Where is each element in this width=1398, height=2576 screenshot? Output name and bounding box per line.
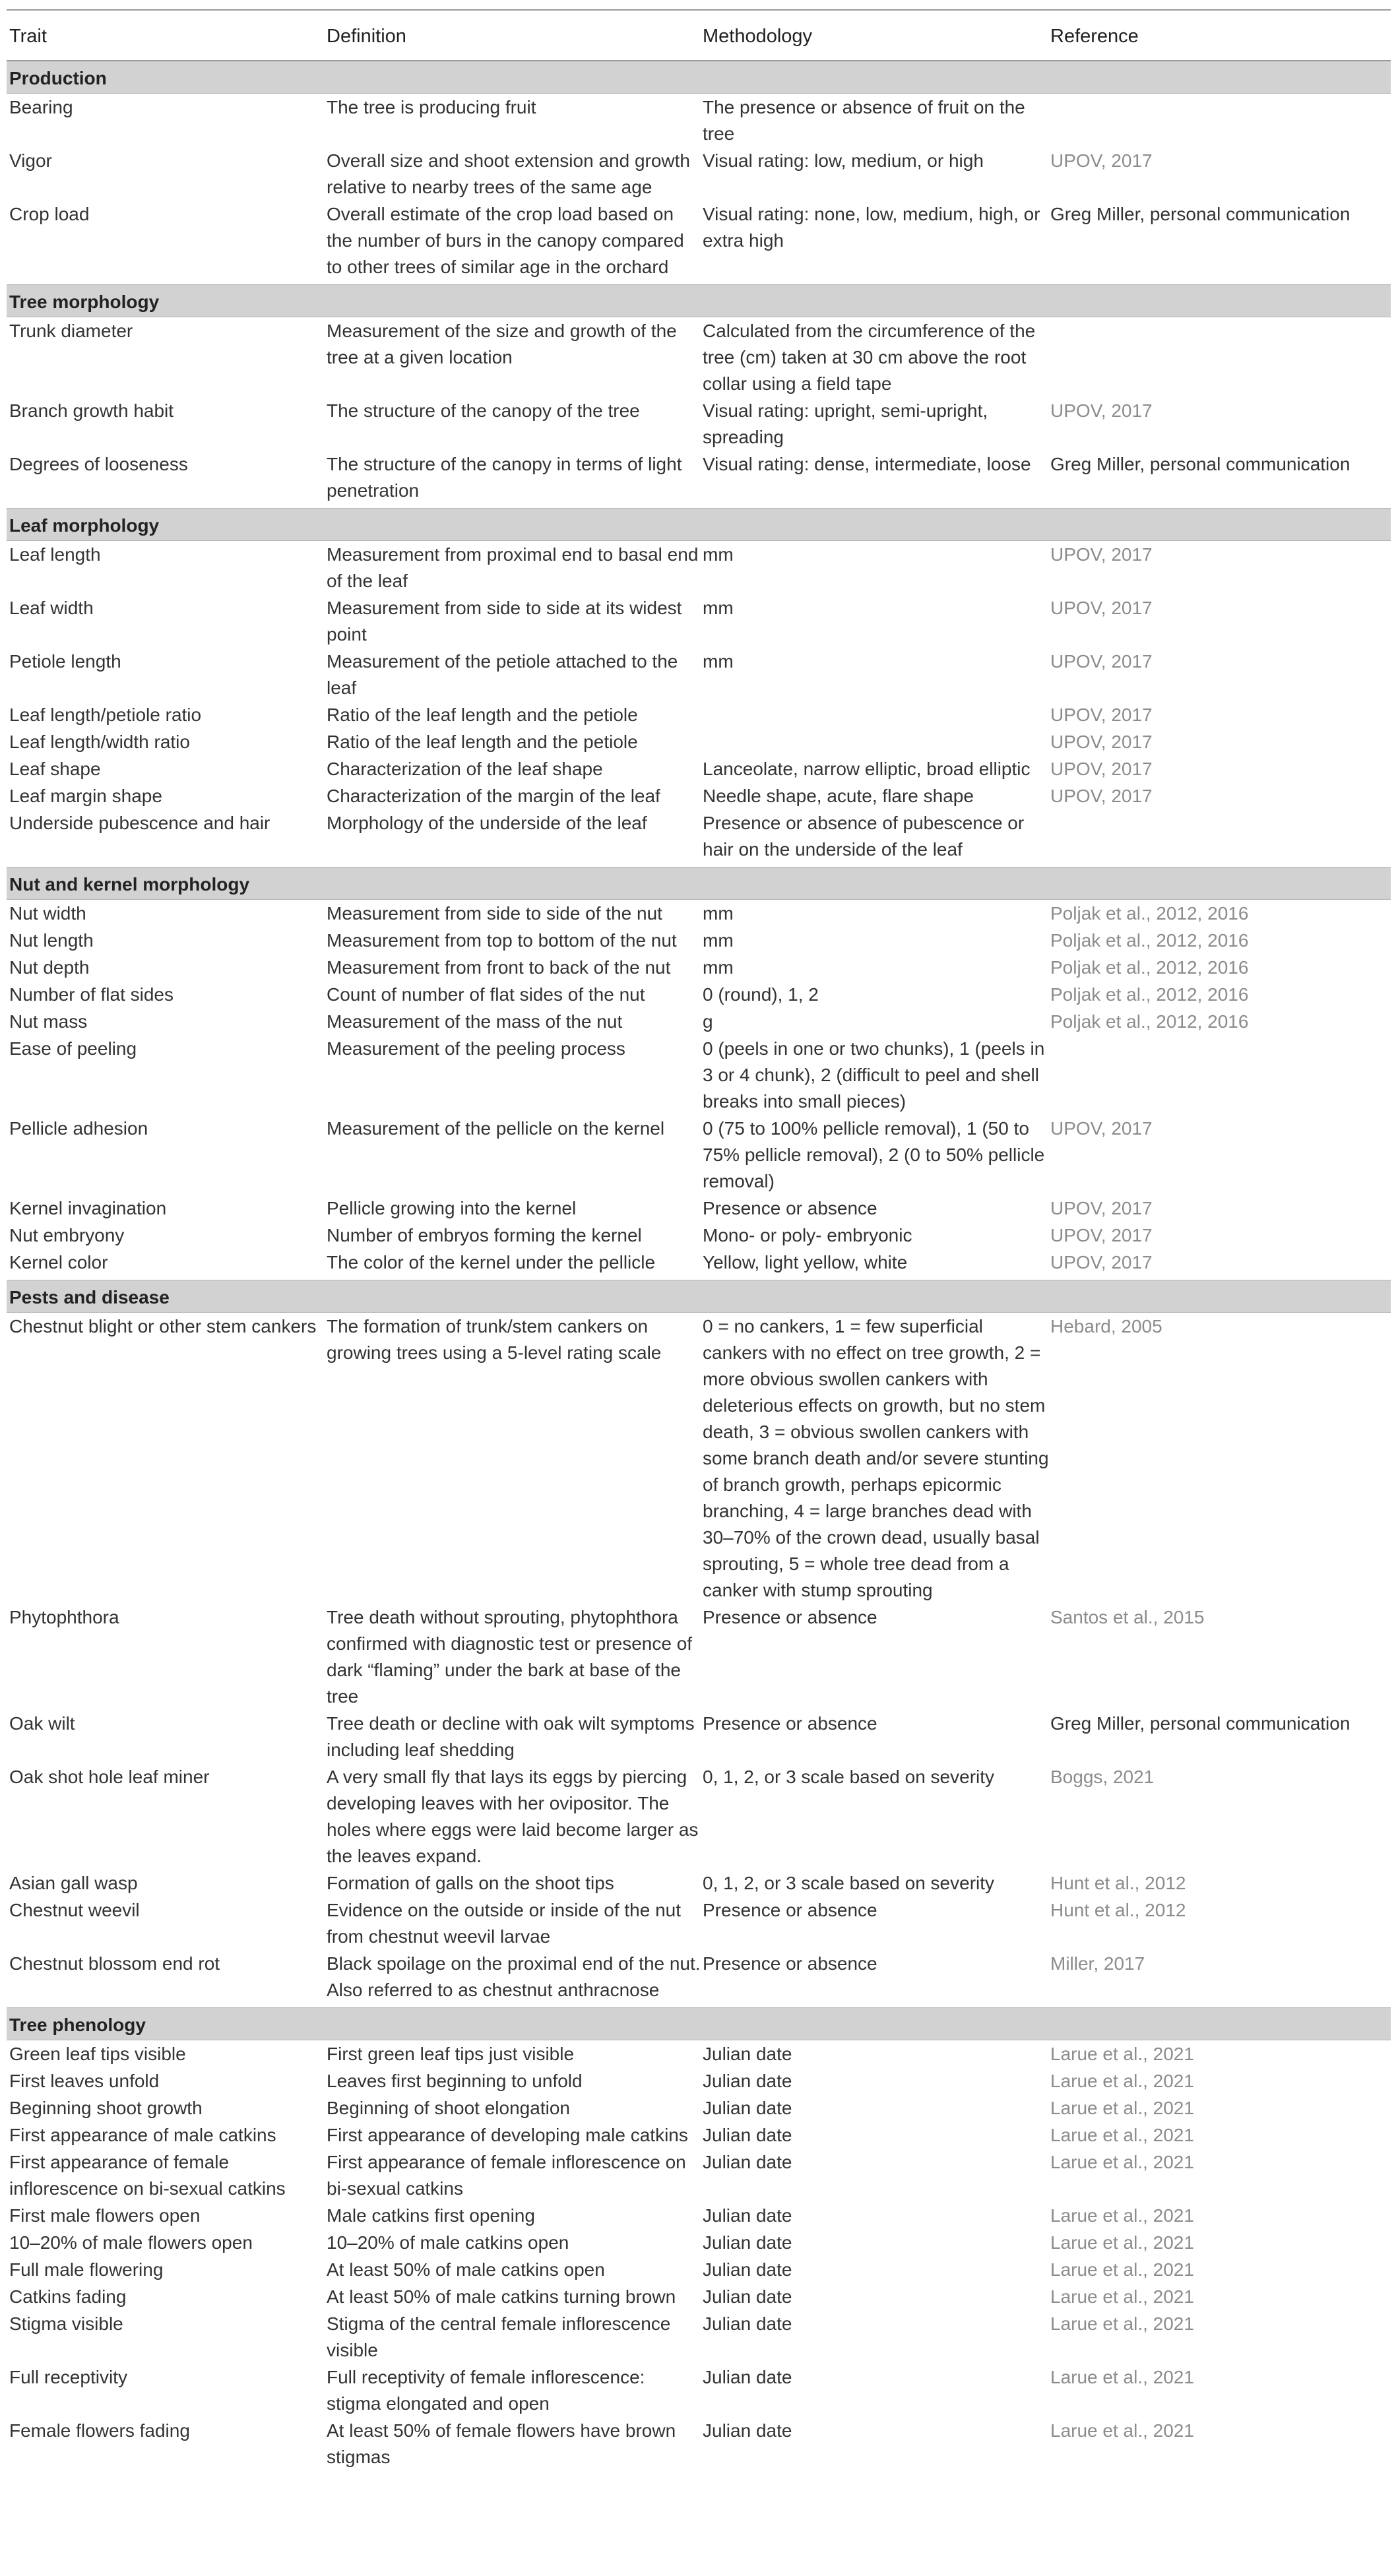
cell-methodology: Julian date [703, 2071, 792, 2091]
cell-methodology: mm [703, 651, 734, 672]
table-row [7, 954, 1391, 981]
table-row [7, 397, 1391, 451]
cell-methodology: mm [703, 930, 734, 951]
cell-trait: Leaf shape [9, 759, 101, 779]
cell-reference: Hebard, 2005 [1050, 1316, 1162, 1336]
section-spacer [7, 2470, 1391, 2474]
cell-methodology: Julian date [703, 2286, 792, 2307]
cell-reference: Larue et al., 2021 [1050, 2286, 1194, 2307]
cell-methodology: Julian date [703, 2152, 792, 2172]
cell-trait: Nut depth [9, 957, 90, 978]
table-row [7, 2094, 1391, 2121]
cell-reference: Boggs, 2021 [1050, 1767, 1155, 1787]
cell-reference: Greg Miller, personal communication [1050, 204, 1350, 224]
cell-definition: At least 50% of male catkins turning brown [327, 2286, 676, 2307]
cell-trait: Green leaf tips visible [9, 2044, 186, 2064]
table-row [7, 728, 1391, 755]
cell-reference: UPOV, 2017 [1050, 705, 1153, 725]
table-row [7, 755, 1391, 782]
cell-trait: Chestnut blight or other stem cankers [9, 1316, 317, 1336]
cell-trait: Oak shot hole leaf miner [9, 1767, 210, 1787]
table-row [7, 1249, 1391, 1276]
table-row [7, 1763, 1391, 1869]
cell-trait: First appearance of female inflorescence on bi-sexual catkins [9, 2152, 286, 2199]
cell-reference: Larue et al., 2021 [1050, 2152, 1194, 2172]
table-row [7, 1950, 1391, 2003]
cell-methodology: mm [703, 903, 734, 924]
cell-methodology: mm [703, 544, 734, 565]
cell-reference: Hunt et al., 2012 [1050, 1873, 1186, 1893]
table-row [7, 201, 1391, 280]
cell-trait: Kernel invagination [9, 1198, 167, 1218]
header-methodology: Methodology [703, 10, 1050, 61]
cell-definition: At least 50% of female flowers have brown stigmas [327, 2420, 676, 2467]
table-row [7, 147, 1391, 201]
table-row [7, 2229, 1391, 2256]
section-header-row [7, 867, 1391, 900]
cell-trait: Stigma visible [9, 2313, 123, 2334]
cell-methodology: Julian date [703, 2044, 792, 2064]
cell-methodology: 0, 1, 2, or 3 scale based on severity [703, 1767, 995, 1787]
cell-methodology: mm [703, 957, 734, 978]
cell-trait: Phytophthora [9, 1607, 119, 1627]
cell-reference: Greg Miller, personal communication [1050, 454, 1350, 474]
cell-methodology: Julian date [703, 2232, 792, 2253]
cell-methodology: Needle shape, acute, flare shape [703, 786, 974, 806]
header-row [7, 10, 1391, 61]
cell-methodology [703, 701, 1050, 728]
table-row [7, 701, 1391, 728]
cell-reference: UPOV, 2017 [1050, 1225, 1153, 1245]
cell-definition: Black spoilage on the proximal end of the nut. Also referred to as chestnut anthracnose [327, 1953, 701, 2000]
cell-methodology: 0 (peels in one or two chunks), 1 (peels in 3 or 4 chunk), 2 (difficult to peel and shell breaks into small pieces) [703, 1038, 1045, 1112]
cell-methodology: Visual rating: low, medium, or high [703, 150, 984, 171]
cell-trait: Nut width [9, 903, 86, 924]
cell-definition: Tree death or decline with oak wilt symptoms including leaf shedding [327, 1713, 695, 1760]
table-row [7, 2283, 1391, 2310]
cell-methodology: Julian date [703, 2098, 792, 2118]
table-row [7, 1604, 1391, 1710]
table-row [7, 1035, 1391, 1115]
table-row [7, 1008, 1391, 1035]
cell-trait: Number of flat sides [9, 984, 174, 1005]
cell-reference: Larue et al., 2021 [1050, 2071, 1194, 2091]
table-row [7, 2310, 1391, 2364]
cell-methodology: Lanceolate, narrow elliptic, broad elliptic [703, 759, 1031, 779]
section-title: Production [7, 61, 1391, 94]
cell-trait: Leaf length [9, 544, 101, 565]
cell-reference: Santos et al., 2015 [1050, 1607, 1205, 1627]
table-row [7, 2417, 1391, 2470]
cell-trait: Catkins fading [9, 2286, 127, 2307]
cell-definition: Measurement of the petiole attached to the leaf [327, 651, 678, 698]
cell-trait: First leaves unfold [9, 2071, 160, 2091]
spacer-cell [7, 2470, 1391, 2474]
cell-definition: The tree is producing fruit [327, 97, 536, 117]
cell-methodology: Visual rating: none, low, medium, high, or extra high [703, 204, 1040, 251]
cell-reference: Larue et al., 2021 [1050, 2098, 1194, 2118]
table-row [7, 1897, 1391, 1950]
cell-reference [1050, 809, 1391, 863]
table-row [7, 541, 1391, 595]
section-title: Pests and disease [7, 1280, 1391, 1313]
cell-definition: Measurement of the mass of the nut [327, 1011, 623, 1032]
traits-table-container [7, 9, 1391, 2474]
cell-definition: Overall estimate of the crop load based on the number of burs in the canopy compared to other trees of similar age in the orchard [327, 204, 684, 277]
cell-methodology: Julian date [703, 2313, 792, 2334]
header-definition: Definition [327, 10, 703, 61]
table-row [7, 1313, 1391, 1604]
cell-definition: Count of number of flat sides of the nut [327, 984, 645, 1005]
cell-trait: Underside pubescence and hair [9, 813, 270, 833]
cell-definition: The formation of trunk/stem cankers on growing trees using a 5-level rating scale [327, 1316, 662, 1363]
cell-trait: 10–20% of male flowers open [9, 2232, 253, 2253]
cell-definition: Full receptivity of female inflorescence: stigma elongated and open [327, 2367, 645, 2414]
cell-methodology: Visual rating: dense, intermediate, loose [703, 454, 1031, 474]
table-row [7, 2202, 1391, 2229]
cell-trait: Chestnut blossom end rot [9, 1953, 220, 1974]
cell-reference: Miller, 2017 [1050, 1953, 1145, 1974]
cell-methodology: Presence or absence [703, 1953, 877, 1974]
table-row [7, 809, 1391, 863]
cell-methodology: Visual rating: upright, semi-upright, spreading [703, 400, 988, 447]
table-row [7, 927, 1391, 954]
cell-trait: Kernel color [9, 1252, 108, 1272]
cell-reference: UPOV, 2017 [1050, 732, 1153, 752]
table-row [7, 1869, 1391, 1897]
table-row [7, 1195, 1391, 1222]
cell-trait: Bearing [9, 97, 73, 117]
cell-methodology: 0 (75 to 100% pellicle removal), 1 (50 to 75% pellicle removal), 2 (0 to 50% pellicle removal) [703, 1118, 1045, 1191]
cell-methodology: 0, 1, 2, or 3 scale based on severity [703, 1873, 995, 1893]
cell-reference: Larue et al., 2021 [1050, 2420, 1194, 2441]
cell-definition: 10–20% of male catkins open [327, 2232, 569, 2253]
cell-methodology: Calculated from the circumference of the tree (cm) taken at 30 cm above the root collar using a field tape [703, 321, 1036, 394]
cell-trait: Female flowers fading [9, 2420, 190, 2441]
cell-trait: Vigor [9, 150, 52, 171]
table-row [7, 594, 1391, 648]
cell-methodology: 0 (round), 1, 2 [703, 984, 819, 1005]
section-title: Tree morphology [7, 285, 1391, 317]
cell-trait: Oak wilt [9, 1713, 75, 1734]
cell-reference: UPOV, 2017 [1050, 400, 1153, 421]
table-row [7, 2040, 1391, 2068]
cell-definition: Male catkins first opening [327, 2205, 535, 2226]
traits-table [7, 9, 1391, 2474]
cell-reference: Poljak et al., 2012, 2016 [1050, 930, 1249, 951]
section-title: Tree phenology [7, 2008, 1391, 2040]
cell-definition: Ratio of the leaf length and the petiole [327, 705, 638, 725]
cell-reference: Larue et al., 2021 [1050, 2313, 1194, 2334]
cell-trait: Pellicle adhesion [9, 1118, 148, 1139]
cell-trait: First male flowers open [9, 2205, 201, 2226]
cell-definition: Measurement of the pellicle on the kernel [327, 1118, 665, 1139]
table-row [7, 981, 1391, 1008]
cell-definition: Formation of galls on the shoot tips [327, 1873, 614, 1893]
cell-trait: Petiole length [9, 651, 121, 672]
cell-trait: Chestnut weevil [9, 1900, 140, 1920]
cell-definition: First green leaf tips just visible [327, 2044, 575, 2064]
table-row [7, 94, 1391, 148]
cell-reference: UPOV, 2017 [1050, 1118, 1153, 1139]
cell-methodology: The presence or absence of fruit on the tree [703, 97, 1025, 144]
cell-definition: Ratio of the leaf length and the petiole [327, 732, 638, 752]
cell-definition: Characterization of the leaf shape [327, 759, 603, 779]
cell-trait: Full male flowering [9, 2259, 164, 2280]
cell-trait: Degrees of looseness [9, 454, 188, 474]
cell-reference [1050, 317, 1391, 398]
cell-methodology: Presence or absence [703, 1900, 877, 1920]
cell-definition: Measurement of the peeling process [327, 1038, 625, 1059]
cell-definition: Pellicle growing into the kernel [327, 1198, 577, 1218]
cell-methodology: Julian date [703, 2125, 792, 2145]
table-header [7, 10, 1391, 61]
cell-definition: Measurement from side to side of the nut [327, 903, 662, 924]
cell-reference: Poljak et al., 2012, 2016 [1050, 903, 1249, 924]
cell-reference: UPOV, 2017 [1050, 1252, 1153, 1272]
cell-reference: Larue et al., 2021 [1050, 2125, 1194, 2145]
table-row [7, 317, 1391, 398]
section-header-row [7, 61, 1391, 94]
section-title: Leaf morphology [7, 509, 1391, 541]
cell-reference: Greg Miller, personal communication [1050, 1713, 1350, 1734]
cell-methodology: Presence or absence of pubescence or hair on the underside of the leaf [703, 813, 1025, 860]
table-body [7, 61, 1391, 2474]
cell-methodology: Presence or absence [703, 1607, 877, 1627]
cell-reference: UPOV, 2017 [1050, 544, 1153, 565]
cell-methodology: Julian date [703, 2420, 792, 2441]
cell-definition: First appearance of female inflorescence on bi-sexual catkins [327, 2152, 686, 2199]
cell-definition: A very small fly that lays its eggs by piercing developing leaves with her ovipositor. The holes where eggs were laid become larger as the leaves expand. [327, 1767, 699, 1866]
cell-methodology: Yellow, light yellow, white [703, 1252, 908, 1272]
cell-trait: Nut embryony [9, 1225, 125, 1245]
cell-definition: Stigma of the central female inflorescence visible [327, 2313, 671, 2360]
cell-definition: First appearance of developing male catkins [327, 2125, 688, 2145]
cell-methodology: Julian date [703, 2205, 792, 2226]
cell-definition: Characterization of the margin of the leaf [327, 786, 660, 806]
cell-reference: Larue et al., 2021 [1050, 2205, 1194, 2226]
table-row [7, 2121, 1391, 2149]
cell-definition: Tree death without sprouting, phytophthora confirmed with diagnostic test or presence of dark “flaming” under the bark at base of the tree [327, 1607, 693, 1707]
cell-trait: Asian gall wasp [9, 1873, 138, 1893]
cell-definition: The structure of the canopy of the tree [327, 400, 640, 421]
cell-reference: Poljak et al., 2012, 2016 [1050, 1011, 1249, 1032]
cell-trait: Beginning shoot growth [9, 2098, 203, 2118]
cell-trait: Branch growth habit [9, 400, 174, 421]
cell-methodology: Mono- or poly- embryonic [703, 1225, 912, 1245]
cell-methodology: Presence or absence [703, 1713, 877, 1734]
table-row [7, 1710, 1391, 1763]
cell-methodology: 0 = no cankers, 1 = few superficial cankers with no effect on tree growth, 2 = more obvious swollen cankers with deleterious effects on growth, but no stem death, 3 = obvious swollen cankers with some branch death and/or severe stunting of branch growth, perhaps epicormic branching, 4 = large branches dead with 30–70% of the crown dead, usually basal sprouting, 5 = whole tree dead from a canker with stump sprouting [703, 1316, 1049, 1600]
cell-reference: UPOV, 2017 [1050, 598, 1153, 618]
cell-reference: Larue et al., 2021 [1050, 2259, 1194, 2280]
section-header-row [7, 1280, 1391, 1313]
cell-methodology: g [703, 1011, 713, 1032]
table-row [7, 2149, 1391, 2202]
section-title: Nut and kernel morphology [7, 867, 1391, 900]
header-reference: Reference [1050, 10, 1391, 61]
cell-methodology: Presence or absence [703, 1198, 877, 1218]
cell-trait: Nut length [9, 930, 94, 951]
cell-trait: Crop load [9, 204, 90, 224]
cell-definition: The color of the kernel under the pellicle [327, 1252, 656, 1272]
table-row [7, 1222, 1391, 1249]
cell-trait: Trunk diameter [9, 321, 133, 341]
cell-definition: Measurement from front to back of the nut [327, 957, 671, 978]
cell-reference: UPOV, 2017 [1050, 651, 1153, 672]
cell-definition: Measurement of the size and growth of the tree at a given location [327, 321, 677, 367]
section-header-row [7, 509, 1391, 541]
cell-methodology: mm [703, 598, 734, 618]
table-row [7, 2364, 1391, 2417]
table-row [7, 1115, 1391, 1195]
cell-reference: Hunt et al., 2012 [1050, 1900, 1186, 1920]
table-row [7, 2067, 1391, 2094]
cell-definition: At least 50% of male catkins open [327, 2259, 605, 2280]
cell-methodology: Julian date [703, 2367, 792, 2387]
cell-trait: Nut mass [9, 1011, 88, 1032]
cell-reference: Larue et al., 2021 [1050, 2232, 1194, 2253]
cell-definition: Measurement from proximal end to basal end of the leaf [327, 544, 699, 591]
cell-reference [1050, 1035, 1391, 1115]
section-header-row [7, 2008, 1391, 2040]
cell-methodology [703, 728, 1050, 755]
cell-definition: The structure of the canopy in terms of light penetration [327, 454, 682, 501]
cell-reference: UPOV, 2017 [1050, 150, 1153, 171]
cell-trait: Leaf length/petiole ratio [9, 705, 202, 725]
cell-trait: Ease of peeling [9, 1038, 137, 1059]
cell-definition: Number of embryos forming the kernel [327, 1225, 642, 1245]
cell-reference: Poljak et al., 2012, 2016 [1050, 957, 1249, 978]
table-row [7, 2256, 1391, 2283]
cell-reference: Poljak et al., 2012, 2016 [1050, 984, 1249, 1005]
cell-definition: Beginning of shoot elongation [327, 2098, 570, 2118]
cell-trait: First appearance of male catkins [9, 2125, 276, 2145]
cell-definition: Leaves first beginning to unfold [327, 2071, 583, 2091]
cell-trait: Leaf margin shape [9, 786, 162, 806]
cell-definition: Overall size and shoot extension and growth relative to nearby trees of the same age [327, 150, 690, 197]
cell-methodology: Julian date [703, 2259, 792, 2280]
cell-trait: Leaf length/width ratio [9, 732, 190, 752]
cell-definition: Morphology of the underside of the leaf [327, 813, 647, 833]
table-row [7, 648, 1391, 701]
cell-definition: Measurement from side to side at its widest point [327, 598, 682, 644]
cell-reference [1050, 94, 1391, 148]
table-row [7, 782, 1391, 809]
table-row [7, 900, 1391, 927]
cell-reference: UPOV, 2017 [1050, 759, 1153, 779]
cell-definition: Evidence on the outside or inside of the nut from chestnut weevil larvae [327, 1900, 682, 1947]
header-trait: Trait [7, 10, 327, 61]
cell-reference: UPOV, 2017 [1050, 1198, 1153, 1218]
cell-definition: Measurement from top to bottom of the nut [327, 930, 677, 951]
section-header-row [7, 285, 1391, 317]
cell-trait: Leaf width [9, 598, 94, 618]
table-row [7, 451, 1391, 504]
cell-reference: UPOV, 2017 [1050, 786, 1153, 806]
cell-trait: Full receptivity [9, 2367, 127, 2387]
cell-reference: Larue et al., 2021 [1050, 2044, 1194, 2064]
cell-reference: Larue et al., 2021 [1050, 2367, 1194, 2387]
